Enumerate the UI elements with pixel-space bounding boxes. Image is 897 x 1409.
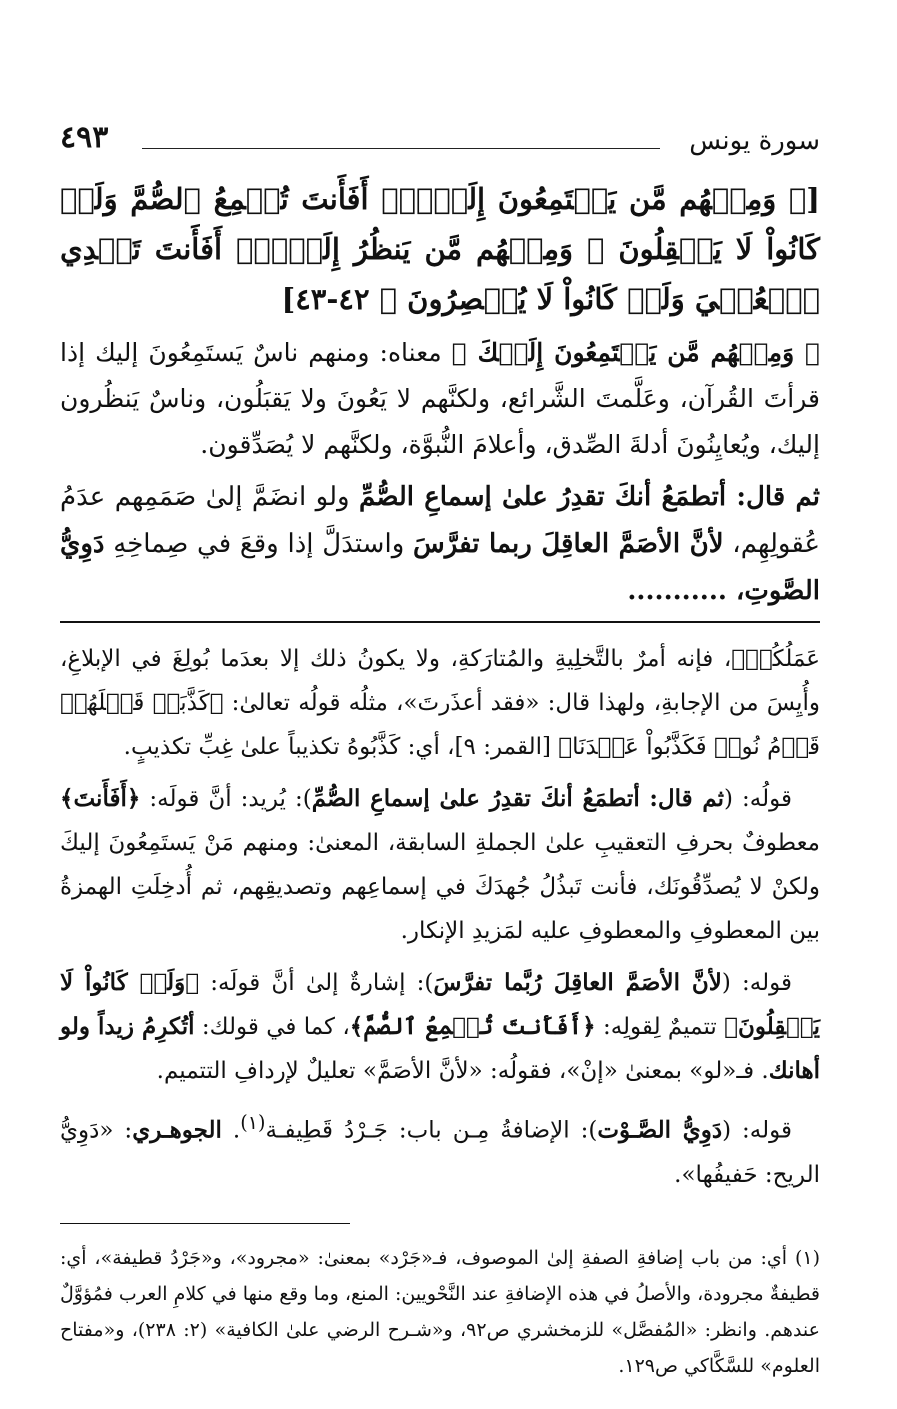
bold-run: ﴿أَفَأَنتَ تُسۡمِعُ ٱلصُّمَّ﴾ — [349, 1013, 596, 1040]
matn-middle: ولو انضَمَّ إلىٰ صَمَمِهم عدَمُ عُقولِهِم، — [60, 482, 820, 559]
footnote-marker: (١) — [240, 1111, 266, 1134]
page-number: ٤٩٣ — [60, 120, 109, 155]
bold-run: أتُكرِمُ زيداً ولو أهانك — [60, 1013, 820, 1084]
tafsir-text: معناه: ومنهم ناسٌ يَستَمِعُونَ إليك إذا قرأتَ القُرآن، وعَلَّمتَ الشَّرائع، ولكنَّهم لا يَعُونَ ولا يَقبَلُون، وناسٌ يَنظُرون إليك، ويُعايِنُونَ أدلةَ الصِّدق، وأعلامَ النُّبوَّة، ولكنَّهم لا يُصَدِّقون. — [60, 338, 820, 459]
matn-end-bold: دَوِيُّ الصَّوتِ — [60, 529, 820, 606]
commentary-paragraph-1: عَمَلُكُمۡ﴾، فإنه أمرٌ بالتَّخلِيةِ والمُتارَكةِ، ولا يكونُ ذلك إلا بعدَما بُولِغَ في الإبلاغِ، وأُيِسَ من الإجابةِ، ولهذا قال: «فقد أعذَرتَ»، مثلُه قولُه تعالىٰ: ﴿كَذَّبَتۡ قَبۡلَهُمۡ قَوۡمُ نُوحٖ فَكَذَّبُواْ عَبۡدَنَا﴾ [القمر: ٩]، أي: كَذَّبُوهُ تكذيباً علىٰ غِبِّ تكذيبٍ. — [60, 646, 820, 760]
quoted-verse: ﴿ وَمِنۡهُم مَّن يَسۡتَمِعُونَ إِلَيۡكَ ﴾ — [451, 338, 820, 367]
matn-lead: ثم قال: أتطمَعُ أنكَ تقدِرُ علىٰ إسماعِ الصُّمِّ — [359, 482, 820, 512]
text-run: قوله: ( — [721, 970, 792, 996]
text-run: تتميمٌ لِقولِه: — [595, 1014, 725, 1040]
surah-title: سورة يونس — [689, 126, 820, 156]
bold-run: لأنَّ الأصَمَّ العاقِلَ رُبَّما تفرَّسَ — [433, 969, 722, 996]
tafsir-paragraph — [60, 330, 820, 468]
text-run: . فـ«لو» بمعنىٰ «إنْ»، فقولُه: «لأنَّ الأصَمَّ» تعليلٌ لإردافِ التتميم. — [156, 1058, 769, 1084]
commentary-paragraph-2 — [60, 777, 820, 953]
verse-block: [﴿ وَمِنۡهُم مَّن يَسۡتَمِعُونَ إِلَيۡكَۚ أَفَأَنتَ تُسۡمِعُ ٱلصُّمَّ وَلَوۡ كَانُواْ لَا يَعۡقِلُونَ ۞ وَمِنۡهُم مَّن يَنظُرُ إِلَيۡكَۚ أَفَأَنتَ تَهۡدِي ٱلۡعُمۡيَ وَلَوۡ كَانُواْ لَا يُبۡصِرُونَ ﴾ ٤٢-٤٣] — [60, 182, 820, 316]
commentary-paragraph-4 — [60, 1101, 820, 1197]
commentary — [60, 637, 820, 1197]
header-rule — [142, 148, 660, 149]
section-divider — [60, 621, 820, 623]
text-run: ): يُريد: أنَّ قولَه: — [140, 786, 312, 812]
page-header — [60, 110, 820, 160]
text-run: : «دَوِيُّ الريح: حَفيفُها». — [60, 1117, 820, 1188]
matn-second-plain: واستدَلَّ إذا وقعَ في صِماخِهِ — [104, 529, 414, 559]
footnote — [60, 1240, 820, 1384]
bold-run: ﴿وَلَوۡ كَانُواْ لَا يَعۡقِلُونَ﴾ — [60, 969, 820, 1040]
bold-run: دَوِيُّ الصَّـوْت — [597, 1116, 723, 1144]
bold-run: الجوهـري — [132, 1116, 222, 1144]
footnote-text: (١) أي: من باب إضافةِ الصفةِ إلىٰ الموصوف، فـ«جَرْد» بمعنىٰ: «مجرود»، و«جَرْدُ قطيفة»، أي: قطيفةٌ مجرودة، والأصلُ في هذه الإضافةِ عند النَّحْويين: المنع، وما وقع منها في كلامِ العرب فمُؤوَّلٌ عندهم. وانظر: «المُفصَّل» للزمخشري ص٩٢، و«شـرح الرضي علىٰ الكافية» (٢: ٢٣٨)، و«مفتاح العلوم» للسَّكَّاكي ص١٢٩. — [60, 1246, 820, 1377]
bold-run: ﴿أَفَأَنتَ﴾ — [60, 785, 141, 812]
matn-second-bold: لأنَّ الأصَمَّ العاقِلَ ربما تفرَّسَ — [413, 529, 724, 559]
matn-paragraph — [60, 474, 820, 615]
text-run: معطوفٌ بحرفِ التعقيبِ علىٰ الجملةِ السابقة، المعنىٰ: ومنهم مَنْ يَستَمِعُونَ إليكَ ولكنْ لا يُصدِّقُونَك، فأنت تَبذُلُ جُهدَكَ في إسماعِهم وتصديقِهم، ثم أُدخِلَتِ الهمزةُ بين المعطوفِ والمعطوفِ عليه لمَزيدِ الإنكار. — [60, 830, 820, 944]
matn-dots: ، ........... — [627, 576, 745, 606]
text-run: ): الإضافةُ مِـن باب: جَـرْدُ قَطِيفـة — [265, 1117, 598, 1144]
footnote-rule — [60, 1223, 350, 1224]
page — [60, 110, 820, 1384]
bold-run: ثم قال: أتطمَعُ أنكَ تقدِرُ علىٰ إسماعِ الصُّمِّ — [311, 785, 725, 812]
text-run: . — [221, 1117, 241, 1144]
text-run: قولُه: ( — [724, 786, 793, 812]
commentary-paragraph-3 — [60, 961, 820, 1093]
text-run: قوله: ( — [722, 1117, 793, 1144]
text-run: ): إشارةٌ إلىٰ أنَّ قولَه: — [199, 970, 434, 996]
text-run: ، كما في قولك: — [194, 1014, 350, 1040]
